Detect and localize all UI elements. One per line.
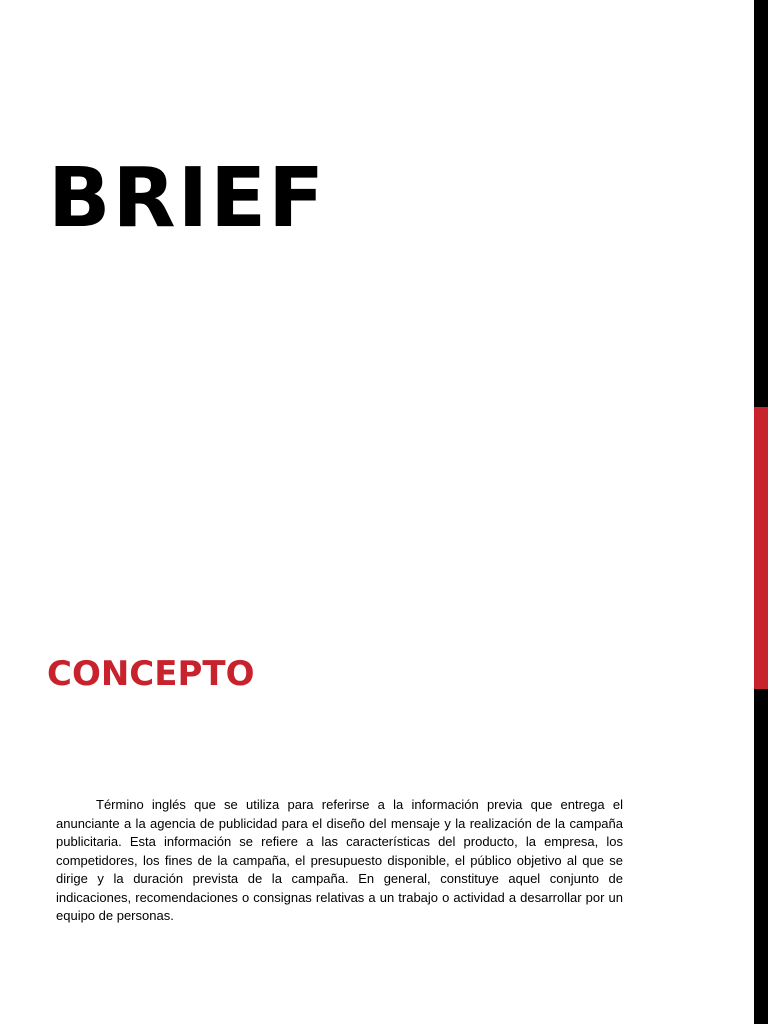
slide-title: BRIEF [48,151,327,246]
slide-subtitle: CONCEPTO [47,654,255,694]
side-accent-bar [754,407,768,689]
body-paragraph: Término inglés que se utiliza para referirse a la información previa que entrega el anunciante a la agencia de publicidad para el diseño del mensaje y la realización de la campaña publicitaria. Esta información se refiere a las características del producto, la empresa, los competidores, los fines de la campaña, el presupuesto disponible, el público objetivo al que se dirige y la duración prevista de la campaña. En general, constituye aquel conjunto de indicaciones, recomendaciones o consignas relativas a un trabajo o actividad a desarrollar por un equipo de personas. [56,797,623,923]
